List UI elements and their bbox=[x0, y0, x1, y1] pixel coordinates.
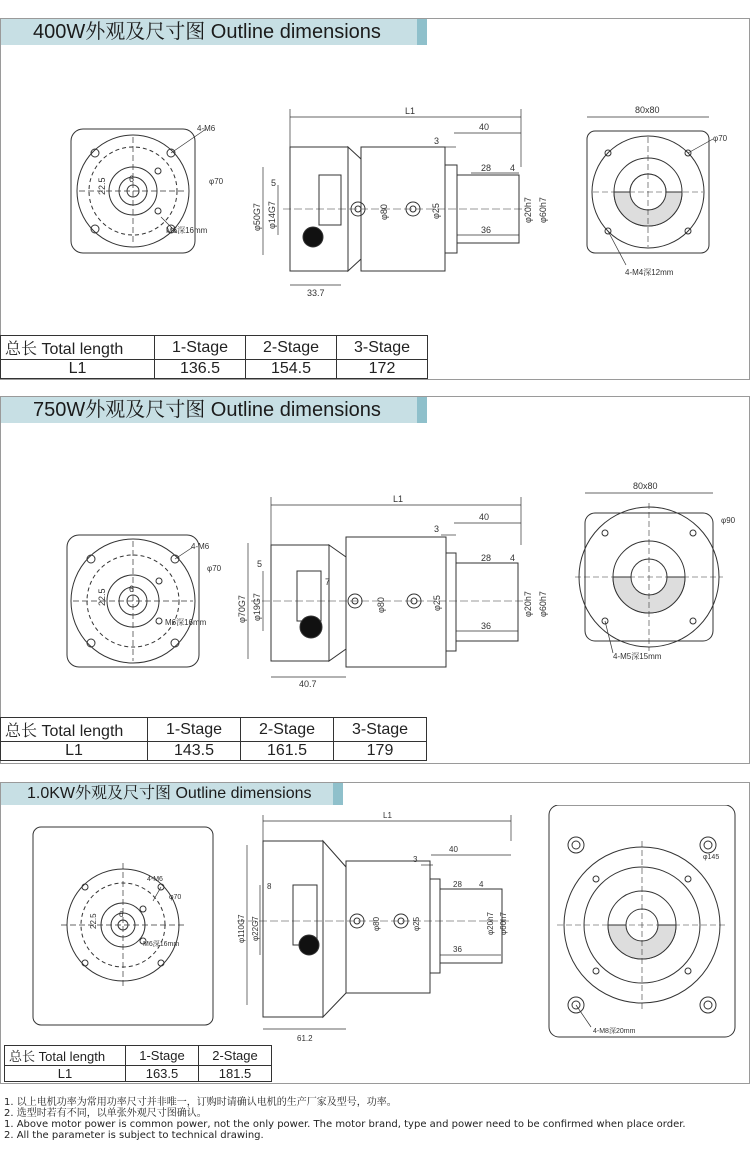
table-row bbox=[1, 360, 428, 379]
table-header-cell: 1-Stage bbox=[148, 718, 241, 742]
dim-22-5: 22.5 bbox=[97, 177, 107, 195]
table-cell: L1 bbox=[5, 1066, 126, 1082]
dim-80x80: 80x80 bbox=[635, 105, 660, 115]
dim-m6-deep: M6深16mm bbox=[165, 618, 207, 627]
dim-22-5: 22.5 bbox=[97, 588, 107, 606]
dim-4: 4 bbox=[510, 553, 516, 563]
table-cell: 172 bbox=[337, 360, 428, 379]
dim-phi20h7: φ20h7 bbox=[486, 912, 495, 935]
dim-l1: L1 bbox=[383, 811, 392, 820]
dim-4: 4 bbox=[510, 163, 516, 173]
dim-36: 36 bbox=[453, 945, 462, 954]
end-view-1kw bbox=[549, 805, 735, 1037]
dim-28: 28 bbox=[481, 553, 492, 563]
table-cell: 143.5 bbox=[148, 742, 241, 761]
dim-40: 40 bbox=[479, 512, 490, 522]
dim-33-7: 33.7 bbox=[307, 288, 325, 298]
dim-phi22g7: φ22G7 bbox=[251, 916, 260, 941]
note-line: 2. 选型时若有不同，以单张外观尺寸图确认。 bbox=[4, 1108, 207, 1119]
dim-4-m8: 4-M8深20mm bbox=[593, 1028, 636, 1035]
section-title-400w: 400W外观及尺寸图 Outline dimensions bbox=[1, 19, 427, 45]
dim-phi25: φ25 bbox=[432, 595, 442, 611]
dim-6: 6 bbox=[129, 584, 135, 594]
dim-4-m4: 4-M4深12mm bbox=[625, 268, 674, 277]
dim-phi80: φ80 bbox=[376, 597, 386, 613]
dim-phi70g7: φ70G7 bbox=[237, 595, 247, 623]
end-view-400w bbox=[587, 117, 713, 265]
dim-phi20h7: φ20h7 bbox=[523, 591, 533, 617]
dim-phi80: φ80 bbox=[372, 916, 381, 931]
section-title-1kw: 1.0KW外观及尺寸图 Outline dimensions bbox=[1, 783, 343, 805]
dim-5: 5 bbox=[271, 178, 277, 188]
dim-61-2: 61.2 bbox=[297, 1034, 313, 1043]
drawing-750w bbox=[1, 425, 749, 725]
table-cell: 161.5 bbox=[241, 742, 334, 761]
spec-table-400w bbox=[0, 335, 428, 379]
dim-phi60h7: φ60h7 bbox=[499, 912, 508, 935]
side-view-400w bbox=[263, 109, 526, 285]
dim-28: 28 bbox=[453, 880, 462, 889]
spec-table-750w bbox=[0, 717, 427, 761]
dim-7: 7 bbox=[325, 577, 331, 587]
table-cell: 181.5 bbox=[199, 1066, 272, 1082]
table-header-cell: 总长 Total length bbox=[1, 718, 148, 742]
side-view-750w bbox=[248, 497, 526, 677]
dim-phi60h7: φ60h7 bbox=[538, 591, 548, 617]
table-cell: 154.5 bbox=[246, 360, 337, 379]
table-cell: 136.5 bbox=[155, 360, 246, 379]
dim-r70: φ70 bbox=[713, 134, 728, 143]
dim-3: 3 bbox=[413, 855, 418, 864]
drawing-1kw bbox=[1, 805, 749, 1063]
dim-36: 36 bbox=[481, 225, 492, 235]
dim-5: 5 bbox=[257, 559, 263, 569]
dim-phi70: φ70 bbox=[209, 177, 224, 186]
table-row bbox=[1, 336, 428, 360]
dim-m6-deep: M6深16mm bbox=[166, 226, 208, 235]
notes bbox=[4, 1097, 686, 1141]
dim-40-7: 40.7 bbox=[299, 679, 317, 689]
table-cell: L1 bbox=[1, 360, 155, 379]
dim-36: 36 bbox=[481, 621, 492, 631]
table-header-cell: 2-Stage bbox=[241, 718, 334, 742]
dim-4-m6: 4-M6 bbox=[147, 876, 163, 883]
section-400w bbox=[0, 18, 750, 380]
drawing-400w bbox=[1, 47, 749, 347]
dim-l1: L1 bbox=[405, 106, 416, 116]
dim-80x80: 80x80 bbox=[633, 481, 658, 491]
dim-phi14g7: φ14G7 bbox=[267, 201, 277, 229]
dim-phi25: φ25 bbox=[412, 916, 421, 931]
table-header-cell: 总长 Total length bbox=[5, 1046, 126, 1066]
dim-phi80: φ80 bbox=[379, 204, 389, 220]
note-line: 1. Above motor power is common power, not the only power. The motor brand, type and power need to be confirmed when place order. bbox=[4, 1119, 686, 1130]
table-header-cell: 2-Stage bbox=[199, 1046, 272, 1066]
note-line: 2. All the parameter is subject to technical drawing. bbox=[4, 1130, 264, 1141]
section-1kw bbox=[0, 782, 750, 1084]
table-cell: 179 bbox=[334, 742, 427, 761]
dim-22-5: 22.5 bbox=[89, 913, 98, 929]
section-title-750w: 750W外观及尺寸图 Outline dimensions bbox=[1, 397, 427, 423]
dim-6: 6 bbox=[129, 174, 135, 184]
table-row bbox=[1, 718, 427, 742]
dim-3: 3 bbox=[434, 524, 440, 534]
dim-phi70: φ70 bbox=[207, 564, 222, 573]
table-header-cell: 1-Stage bbox=[126, 1046, 199, 1066]
table-header-cell: 1-Stage bbox=[155, 336, 246, 360]
front-view-750w bbox=[67, 535, 199, 667]
dim-phi110g7: φ110G7 bbox=[237, 914, 246, 943]
table-row bbox=[5, 1046, 272, 1066]
dim-4-m5: 4-M5深15mm bbox=[613, 652, 662, 661]
dim-6: 6 bbox=[119, 910, 124, 919]
table-row bbox=[1, 742, 427, 761]
table-row bbox=[5, 1066, 272, 1082]
table-header-cell: 3-Stage bbox=[337, 336, 428, 360]
note-line: 1. 以上电机功率为常用功率尺寸并非唯一，订购时请确认电机的生产厂家及型号，功率。 bbox=[4, 1097, 397, 1108]
table-cell: 163.5 bbox=[126, 1066, 199, 1082]
dim-40: 40 bbox=[479, 122, 490, 132]
dim-8: 8 bbox=[267, 882, 272, 891]
dim-3: 3 bbox=[434, 136, 440, 146]
dim-phi25: φ25 bbox=[431, 203, 441, 219]
table-header-cell: 3-Stage bbox=[334, 718, 427, 742]
dim-phi60h7: φ60h7 bbox=[538, 197, 548, 223]
table-header-cell: 2-Stage bbox=[246, 336, 337, 360]
dim-phi90: φ90 bbox=[721, 516, 736, 525]
dim-4-m6: 4-M6 bbox=[197, 124, 216, 133]
front-view-1kw bbox=[33, 827, 213, 1025]
dim-phi50g7: φ50G7 bbox=[252, 203, 262, 231]
table-header-cell: 总长 Total length bbox=[1, 336, 155, 360]
dim-m6-deep: M6深16mm bbox=[143, 941, 180, 948]
dim-phi20h7: φ20h7 bbox=[523, 197, 533, 223]
dim-4-m6: 4-M6 bbox=[191, 542, 210, 551]
table-cell: L1 bbox=[1, 742, 148, 761]
section-750w bbox=[0, 396, 750, 764]
spec-table-1kw bbox=[4, 1045, 272, 1082]
dim-phi19g7: φ19G7 bbox=[252, 593, 262, 621]
end-view-750w bbox=[575, 493, 723, 653]
dim-phi70: φ70 bbox=[169, 894, 182, 901]
dim-40: 40 bbox=[449, 845, 458, 854]
dim-4: 4 bbox=[479, 880, 484, 889]
dim-phi145: φ145 bbox=[703, 854, 720, 861]
dim-l1: L1 bbox=[393, 494, 404, 504]
dim-28: 28 bbox=[481, 163, 492, 173]
